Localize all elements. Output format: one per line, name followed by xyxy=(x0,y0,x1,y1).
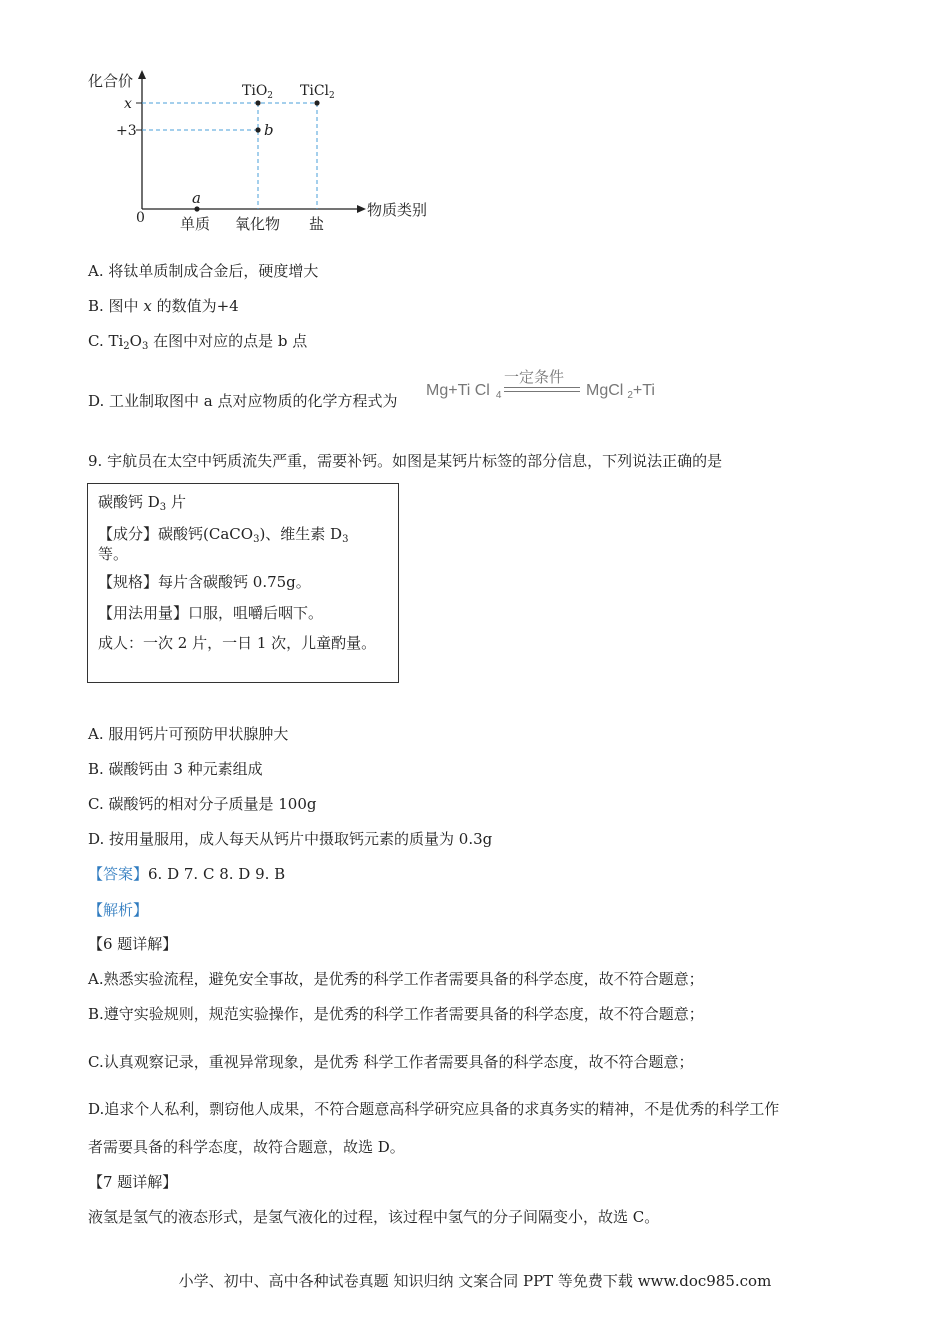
q7-heading: 【7 题详解】 xyxy=(88,1173,178,1191)
y-tick-3: +3 xyxy=(116,123,137,139)
x-cat-oxide: 氧化物 xyxy=(235,215,281,233)
point-b xyxy=(255,127,260,132)
q9-option-c: C. 碳酸钙的相对分子质量是 100g xyxy=(88,795,317,813)
label-ingredient: 【成分】碳酸钙(CaCO$_3$)、维生素 $D_3$等。 xyxy=(98,525,349,563)
q9-option-d: D. 按用量服用，成人每天从钙片中摄取钙元素的质量为 0.3g xyxy=(88,830,493,848)
label-adult: 成人：一次 2 片，一日 1 次，儿童酌量。 xyxy=(98,634,377,652)
q6-heading: 【6 题详解】 xyxy=(88,935,178,953)
q6-c: C.认真观察记录，重视异常现象，是优秀 科学工作者需要具备的科学态度，故不符合题意； xyxy=(88,1053,694,1071)
q9-option-b: B. 碳酸钙由 3 种元素组成 xyxy=(88,760,263,778)
answer-line: 【答案】6. D 7. C 8. D 9. B xyxy=(88,865,286,883)
origin-label: 0 xyxy=(136,210,145,226)
q9-option-a: A. 服用钙片可预防甲状腺肿大 xyxy=(88,725,289,743)
analysis-tag: 【解析】 xyxy=(88,901,149,919)
y-tick-x: x xyxy=(124,96,132,112)
label-spec: 【规格】每片含碳酸钙 0.75g。 xyxy=(98,573,311,591)
q8-option-c: C. $Ti_2O_3$ 在图中对应的点是 b 点 xyxy=(88,332,308,352)
calcium-label-box xyxy=(87,483,399,683)
q6-d-line2: 者需要具备的科学态度，故符合题意，故选 D。 xyxy=(88,1138,405,1156)
x-axis-title: 物质类别 xyxy=(367,201,428,219)
point-tio2 xyxy=(255,100,260,105)
label-title: 碳酸钙 $D_3$ 片 xyxy=(98,493,186,513)
q7-text: 液氢是氢气的液态形式，是氢气液化的过程，该过程中氢气的分子间隔变小，故选 C。 xyxy=(88,1208,660,1226)
point-ticl2-label: TiCl$_2$ xyxy=(300,83,335,101)
q9-stem: 9. 宇航员在太空中钙质流失严重，需要补钙。如图是某钙片标签的部分信息，下列说法正确的是 xyxy=(88,452,723,470)
label-usage: 【用法用量】口服，咀嚼后咽下。 xyxy=(98,604,324,622)
y-axis-title: 化合价 xyxy=(88,72,134,90)
q8-option-a: A. 将钛单质制成合金后，硬度增大 xyxy=(88,262,319,280)
q8-option-b: B. 图中 x 的数值为+4 xyxy=(88,297,239,315)
point-a-label: a xyxy=(192,189,201,207)
point-b-label: b xyxy=(264,121,274,139)
point-tio2-label: TiO$_2$ xyxy=(242,83,274,101)
x-cat-salt: 盐 xyxy=(309,215,325,233)
point-ticl2 xyxy=(314,100,319,105)
q6-d-line1: D.追求个人私利，剽窃他人成果，不符合题意高科学研究应具备的求真务实的精神，不是优秀的科学工作 xyxy=(88,1100,780,1118)
y-axis-arrow xyxy=(138,70,146,79)
q6-a: A.熟悉实验流程，避免安全事故，是优秀的科学工作者需要具备的科学态度，故不符合题意； xyxy=(88,970,704,988)
q8-option-d: D. 工业制取图中 a 点对应物质的化学方程式为 xyxy=(88,392,398,410)
point-a xyxy=(194,206,199,211)
x-cat-simple: 单质 xyxy=(180,215,211,233)
x-axis-arrow xyxy=(357,205,366,213)
answer-tag: 【答案】 xyxy=(88,865,149,883)
page-footer: 小学、初中、高中各种试卷真题 知识归纳 文案合同 PPT 等免费下载 www.doc985.com xyxy=(178,1272,772,1290)
q6-b: B.遵守实验规则，规范实验操作，是优秀的科学工作者需要具备的科学态度，故不符合题意； xyxy=(88,1005,704,1023)
valence-chart xyxy=(80,68,440,238)
